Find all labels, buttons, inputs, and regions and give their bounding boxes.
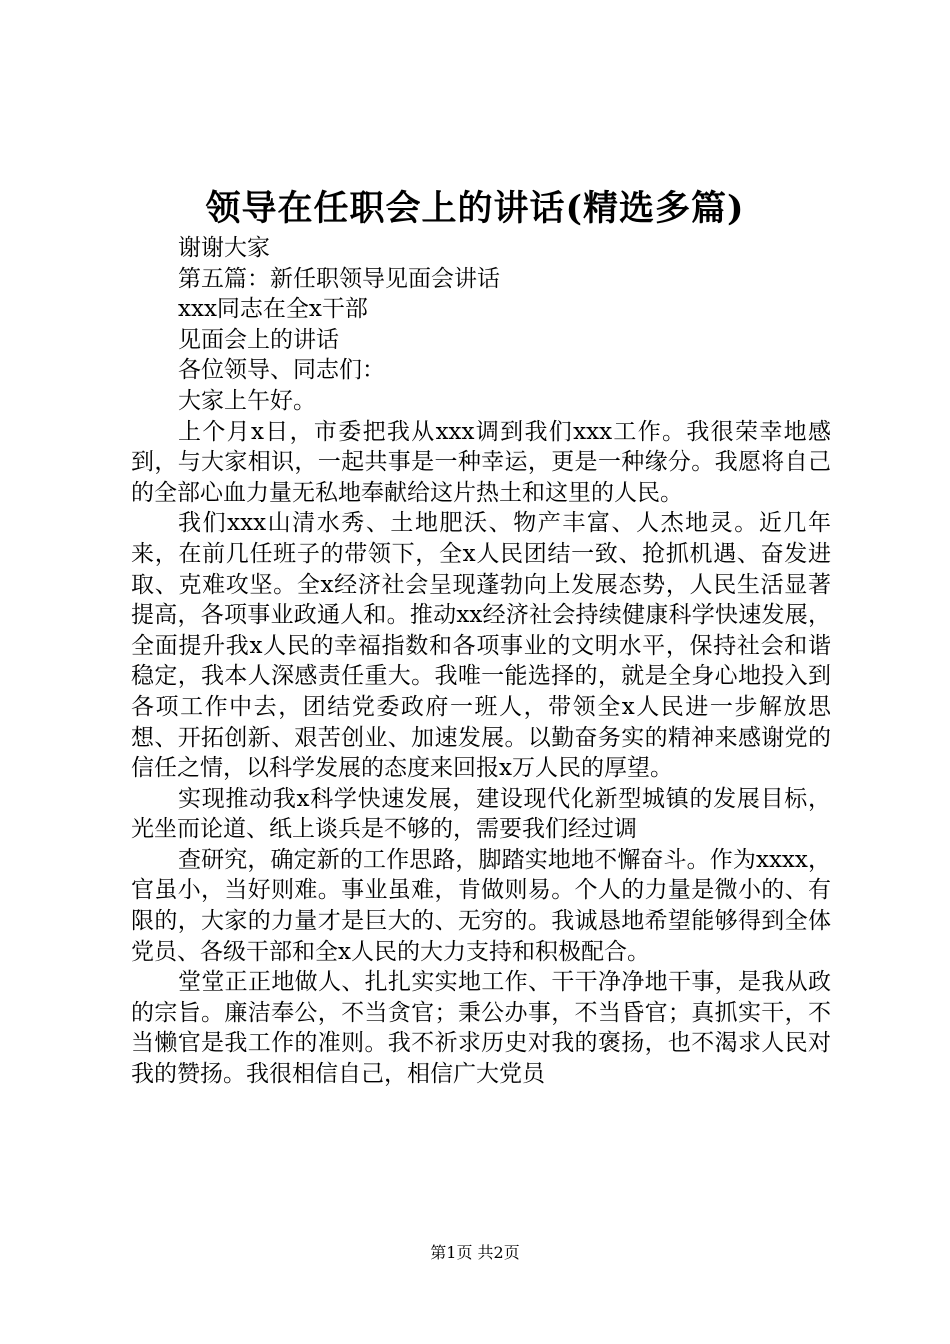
page-number-footer: 第1页 共2页 (430, 1243, 520, 1262)
text-line: 第五篇：新任职领导见面会讲话 (178, 265, 500, 292)
paragraph: 我们xxx山清水秀、土地肥沃、物产丰富、人杰地灵。近几年来，在前几任班子的带领下，全x人民团结一致、抢抓机遇、奋发进取、克难攻坚。全x经济社会呈现蓬勃向上发展态势，人民生活显著提高，各项事业政通人和。推动xx经济社会持续健康科学快速发展，全面提升我x人民的幸福指数和各项事业的文明水平，保持社会和谐稳定，我本人深感责任重大。我唯一能选择的，就是全身心地投入到各项工作中去，团结党委政府一班人，带领全x人民进一步解放思想、开拓创新、艰苦创业、加速发展。以勤奋务实的精神来感谢党的信任之情，以科学发展的态度来回报x万人民的厚望。 (131, 510, 831, 782)
text-line: 大家上午好。 (178, 387, 316, 414)
document-body (131, 233, 831, 1090)
paragraph: 堂堂正正地做人、扎扎实实地工作、干干净净地干事，是我从政的宗旨。廉洁奉公，不当贪官；秉公办事，不当昏官；真抓实干，不当懒官是我工作的准则。我不祈求历史对我的褒扬，也不渴求人民对我的赞扬。我很相信自己，相信广大党员 (131, 969, 831, 1088)
text-line: 各位领导、同志们： (178, 357, 385, 384)
text-line: 见面会上的讲话 (178, 326, 339, 353)
paragraph: 实现推动我x科学快速发展，建设现代化新型城镇的发展目标，光坐而论道、纸上谈兵是不够的，需要我们经过调 (131, 785, 831, 843)
paragraph: 查研究，确定新的工作思路，脚踏实地地不懈奋斗。作为xxxx，官虽小，当好则难。事业虽难，肯做则易。个人的力量是微小的、有限的，大家的力量才是巨大的、无穷的。我诚恳地希望能够得到全体党员、各级干部和全x人民的大力支持和积极配合。 (131, 846, 831, 965)
text-line: 谢谢大家 (178, 235, 270, 261)
text-line: xxx同志在全x干部 (178, 296, 368, 323)
paragraph: 上个月x日，市委把我从xxx调到我们xxx工作。我很荣幸地感到，与大家相识，一起共事是一种幸运，更是一种缘分。我愿将自己的全部心血力量无私地奉献给这片热土和这里的人民。 (131, 418, 831, 506)
document-title: 领导在任职会上的讲话(精选多篇) (205, 188, 745, 229)
